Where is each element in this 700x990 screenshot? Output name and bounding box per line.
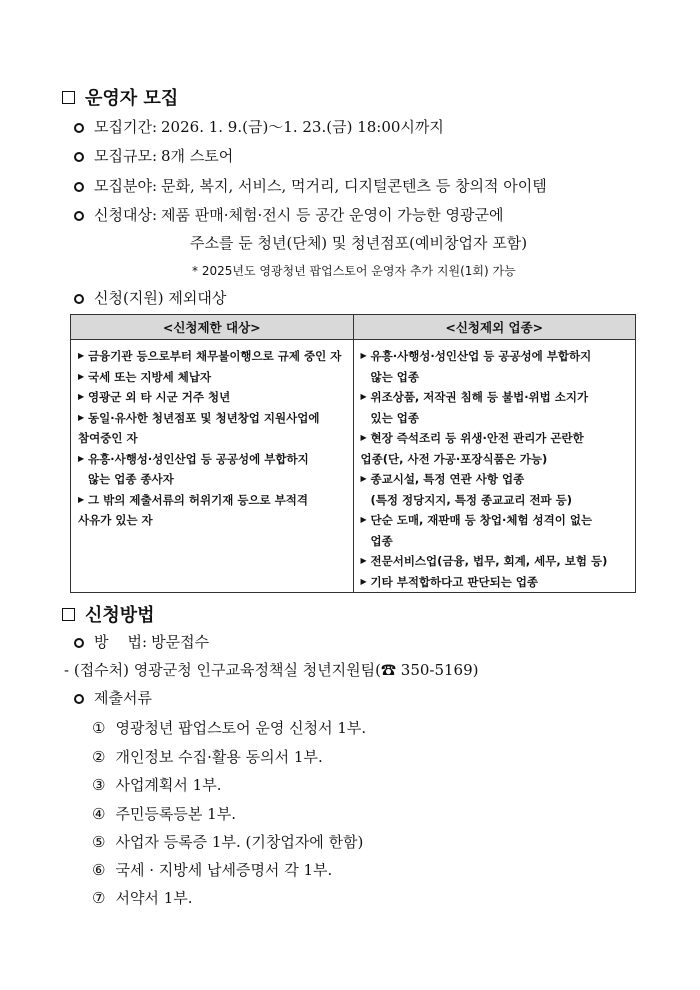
triangle-bullet-icon: ▶	[78, 494, 85, 504]
ring-bullet-icon	[74, 294, 84, 304]
exclusion-table	[70, 314, 636, 593]
bullet-scale: 모집규모: 8개 스토어	[74, 145, 233, 166]
bullet-method: 방 법: 방문접수	[74, 631, 209, 652]
list-item: ▶ 영광군 외 타 시군 거주 청년	[78, 387, 347, 408]
triangle-bullet-icon: ▶	[360, 392, 367, 401]
doc-item: ⑥ 국세 · 지방세 납세증명서 각 1부.	[92, 861, 333, 879]
doc-item: ⑦ 서약서 1부.	[92, 889, 193, 907]
list-item-cont: 사유가 있는 자	[78, 513, 153, 527]
table-header-excluded: <신청제외 업종>	[353, 315, 636, 340]
list-item-cont: 업종(단, 사전 가공·포장식품은 가능)	[360, 451, 548, 466]
ring-bullet-icon	[74, 123, 84, 133]
bullet-exclusion: 신청(지원) 제외대상	[74, 287, 226, 308]
list-item: ▶ 위조상품, 저작권 침해 등 불법·위법 소지가	[361, 387, 630, 408]
doc-item: ⑤ 사업자 등록증 1부. (기창업자에 한함)	[92, 833, 364, 851]
table-header-restricted: <신청제한 대상>	[71, 315, 354, 340]
section-title-recruit: 운영자 모집	[62, 84, 178, 110]
bullet-period: 모집기간: 2026. 1. 9.(금)～1. 23.(금) 18:00시까지	[74, 116, 444, 137]
ring-bullet-icon	[74, 638, 84, 648]
list-item: ▶ 단순 도매, 재판매 등 창업·체험 성격이 없는	[361, 510, 630, 531]
doc-item: ④ 주민등록등본 1부.	[92, 805, 236, 823]
list-item: ▶ 그 밖의 제출서류의 허위기재 등으로 부적격	[78, 490, 347, 511]
eligibility-line2: 주소를 둔 청년(단체) 및 청년점포(예비창업자 포함)	[190, 234, 528, 252]
ring-bullet-icon	[74, 152, 84, 162]
list-item: ▶ 종교시설, 특정 연관 사항 업종	[361, 469, 630, 490]
bullet-field: 모집분야: 문화, 복지, 서비스, 먹거리, 디지털콘텐츠 등 창의적 아이템	[74, 175, 547, 196]
triangle-bullet-icon: ▶	[360, 576, 367, 586]
triangle-bullet-icon: ▶	[78, 412, 85, 422]
list-item-cont: 있는 업종	[370, 410, 419, 425]
triangle-bullet-icon: ▶	[78, 371, 85, 381]
bullet-eligibility: 신청대상: 제품 판매·체험·전시 등 공간 운영이 가능한 영광군에	[74, 204, 503, 225]
list-item: ▶ 전문서비스업(금융, 법무, 회계, 세무, 보험 등)	[361, 551, 630, 572]
ring-bullet-icon	[74, 182, 84, 192]
triangle-bullet-icon: ▶	[78, 351, 85, 360]
bullet-docs: 제출서류	[74, 687, 152, 708]
ring-bullet-icon	[74, 694, 84, 704]
list-item-cont: (특정 정당지지, 특정 종교교리 전파 등)	[370, 492, 573, 507]
checkbox-square-icon	[62, 608, 75, 621]
doc-item: ① 영광청년 팝업스토어 운영 신청서 1부.	[92, 719, 367, 737]
office-line: - (접수처) 영광군청 인구교육정책실 청년지원팀(☎ 350-5169)	[64, 661, 479, 679]
triangle-bullet-icon: ▶	[78, 392, 85, 401]
list-item: ▶ 현장 즉석조리 등 위생·안전 관리가 곤란한	[361, 428, 630, 449]
triangle-bullet-icon: ▶	[360, 474, 367, 483]
list-item: ▶ 국세 또는 지방세 체납자	[78, 367, 347, 388]
restricted-list	[71, 340, 354, 593]
triangle-bullet-icon: ▶	[360, 351, 367, 360]
list-item-cont: 않는 업종 종사자	[88, 472, 174, 486]
list-item: ▶ 기타 부적합하다고 판단되는 업종	[361, 572, 630, 593]
list-item-cont: 참여중인 자	[78, 431, 138, 445]
doc-item: ② 개인정보 수집·활용 동의서 1부.	[92, 748, 323, 766]
list-item-cont: 않는 업종	[370, 369, 419, 384]
excluded-list	[353, 340, 636, 593]
eligibility-note: * 2025년도 영광청년 팝업스토어 운영자 추가 지원(1회) 가능	[192, 264, 516, 278]
list-item: ▶ 동일·유사한 청년점포 및 청년창업 지원사업에	[78, 408, 347, 429]
list-item: ▶ 유흥·사행성·성인산업 등 공공성에 부합하지	[361, 346, 630, 367]
doc-item: ③ 사업계획서 1부.	[92, 776, 222, 794]
triangle-bullet-icon: ▶	[360, 515, 367, 524]
triangle-bullet-icon: ▶	[360, 433, 367, 442]
section-title-apply: 신청방법	[62, 601, 155, 627]
list-item: ▶ 유흥·사행성·성인산업 등 공공성에 부합하지	[78, 449, 347, 470]
list-item-cont: 업종	[370, 533, 393, 548]
triangle-bullet-icon: ▶	[360, 556, 367, 565]
triangle-bullet-icon: ▶	[78, 453, 85, 463]
checkbox-square-icon	[62, 91, 75, 104]
ring-bullet-icon	[74, 211, 84, 221]
list-item: ▶ 금융기관 등으로부터 채무불이행으로 규제 중인 자	[78, 346, 347, 367]
